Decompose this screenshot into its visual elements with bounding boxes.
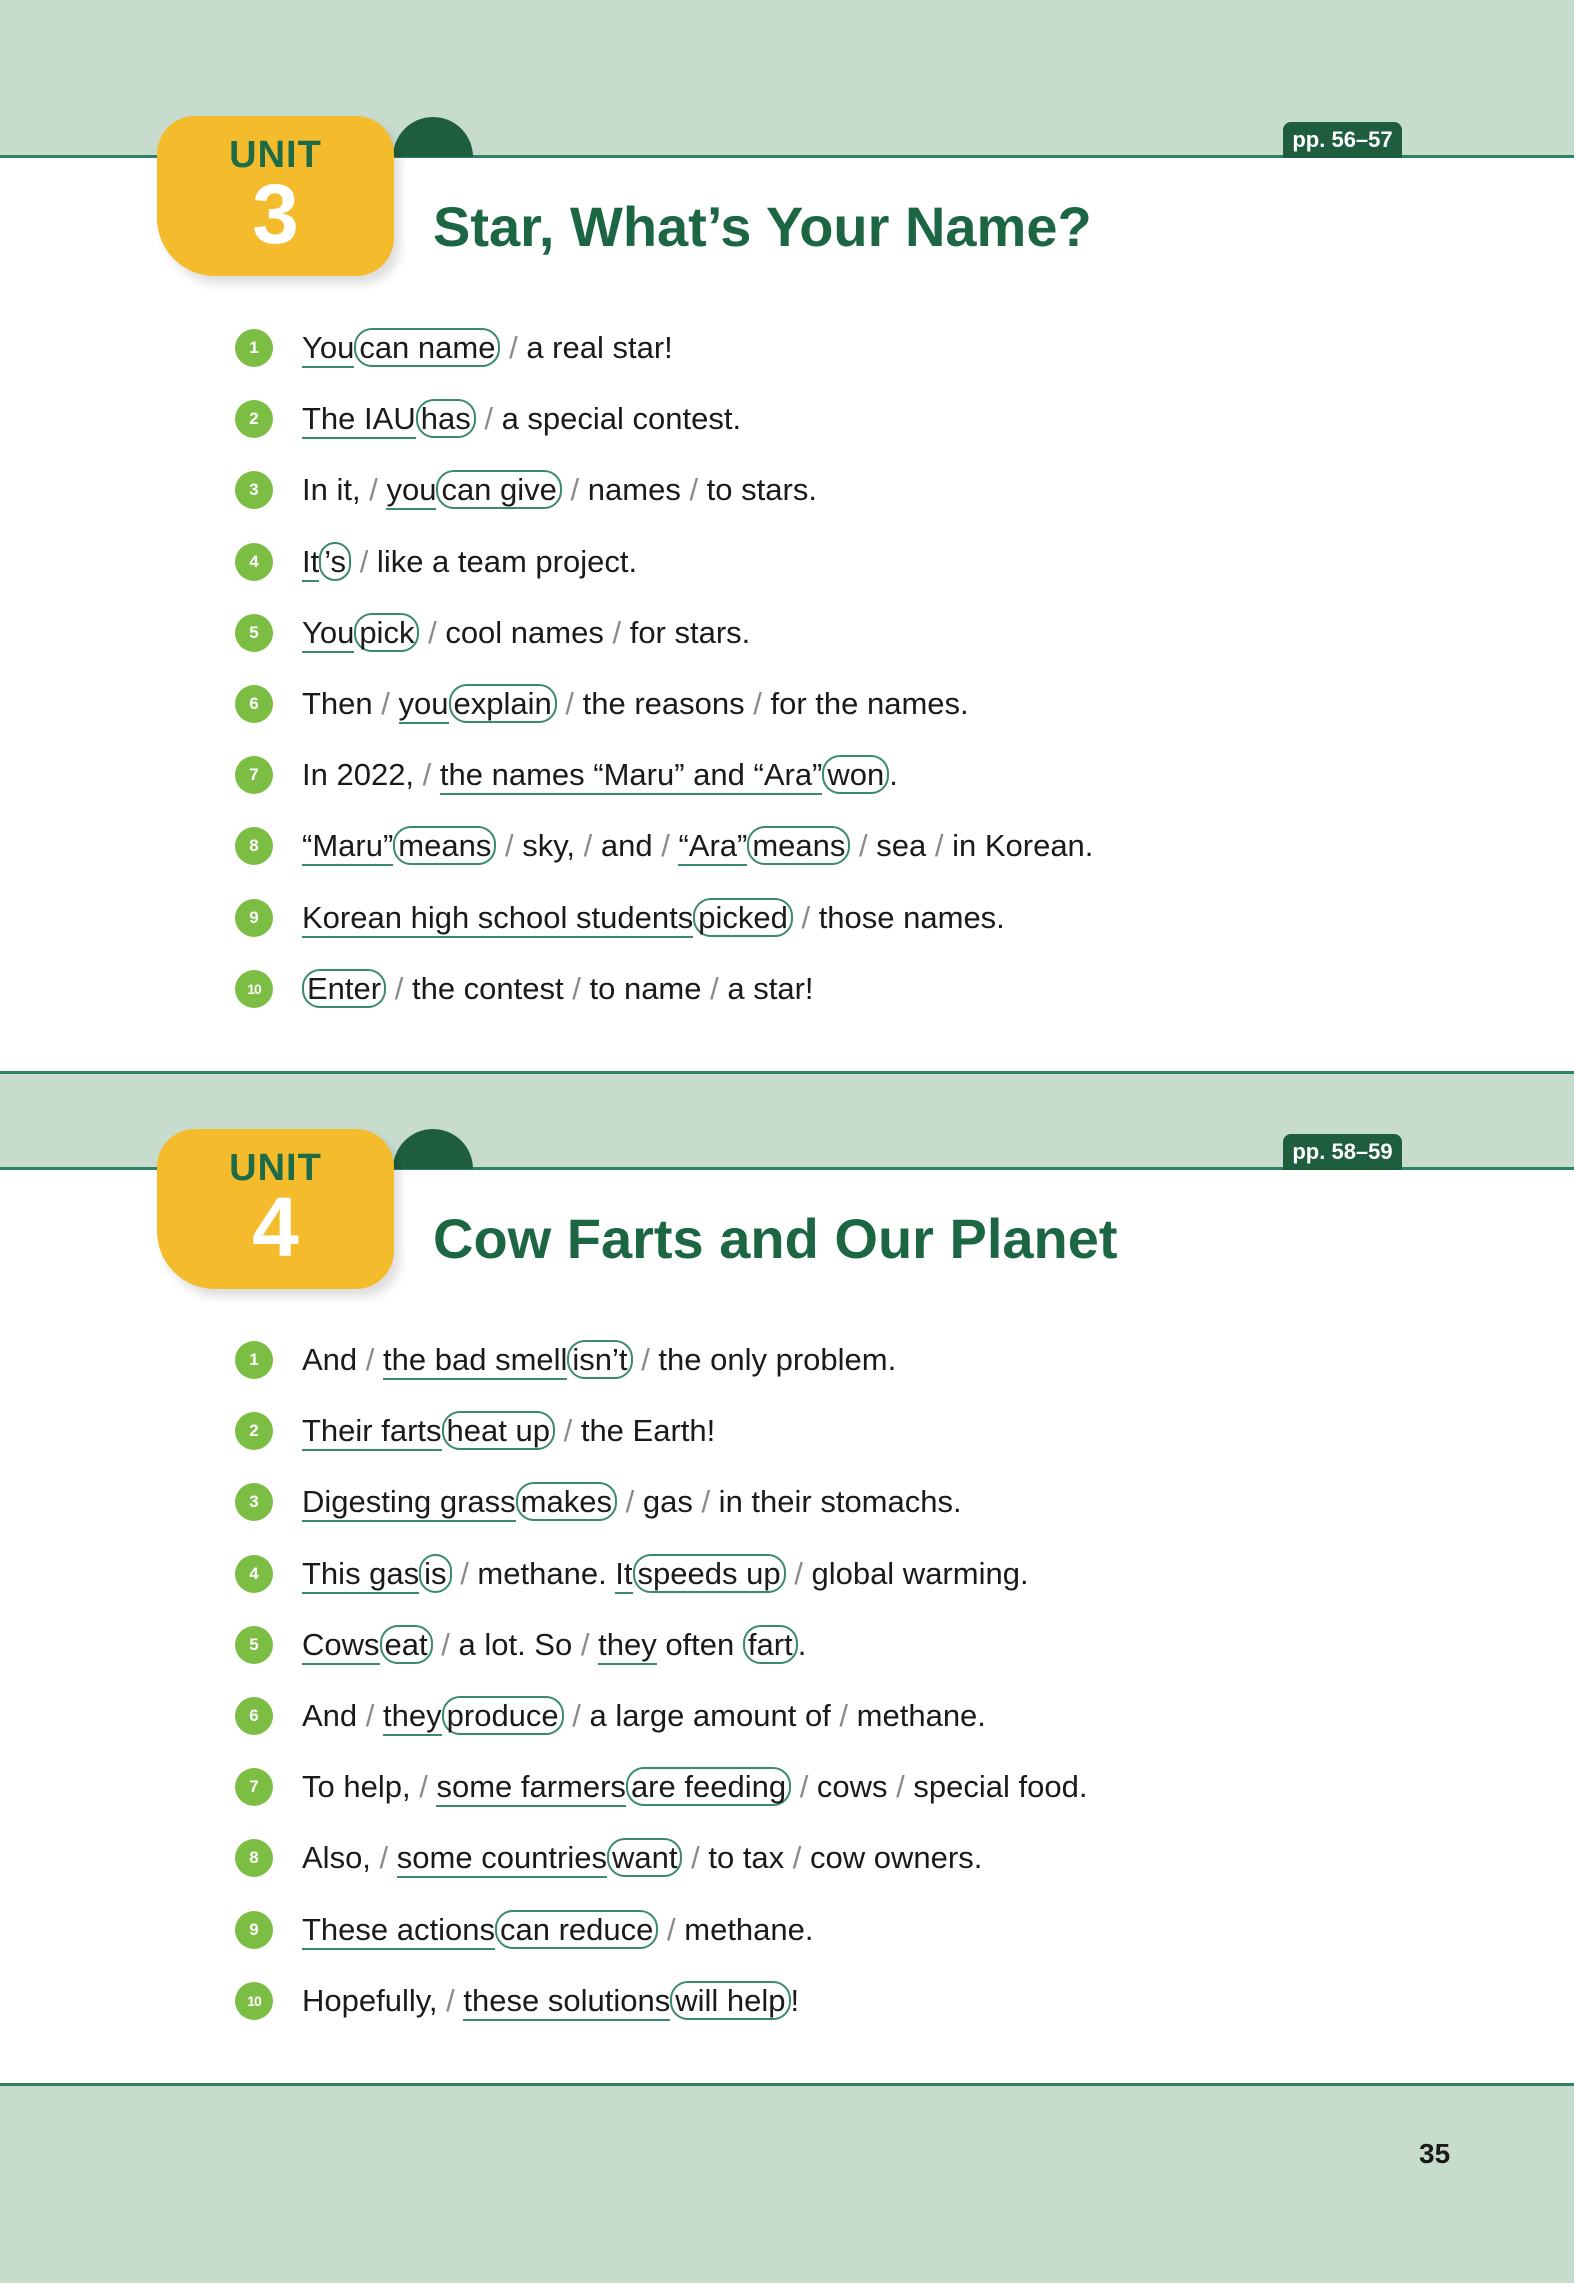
chunk-slash: / <box>839 1697 849 1733</box>
sentence-fragment: sea <box>867 828 935 864</box>
sentence-number-badge: 3 <box>235 471 273 509</box>
sentence-fragment <box>786 1556 795 1591</box>
sentence-fragment <box>419 615 428 650</box>
sentence-fragment: and <box>592 828 662 864</box>
sentence-fragment: methane. <box>675 1911 814 1947</box>
sentence-fragment: . <box>889 757 898 793</box>
subject-underline: It <box>615 1556 632 1594</box>
sentence-text <box>302 543 637 580</box>
sentence-fragment <box>374 1698 383 1733</box>
sentence-fragment: Hopefully, <box>302 1982 447 2018</box>
chunk-slash: / <box>365 1697 375 1733</box>
chunk-slash: / <box>612 614 622 650</box>
sentence-row <box>0 679 1574 750</box>
sentence-fragment: global warming. <box>802 1555 1029 1591</box>
verb-circle: want <box>607 1838 682 1877</box>
sentence-text <box>302 1911 814 1948</box>
sentence-fragment <box>791 1769 800 1804</box>
verb-circle: will help <box>670 1981 790 2020</box>
sentence-fragment: methane. <box>468 1555 616 1591</box>
chunk-slash: / <box>460 1555 469 1591</box>
sentence-number-badge: 10 <box>235 970 273 1008</box>
sentence-text <box>302 1697 986 1734</box>
sentence-row <box>0 1976 1574 2047</box>
sentence-fragment: And <box>302 1342 366 1377</box>
unit-4-title: Cow Farts and Our Planet <box>433 1207 1118 1270</box>
sentence-number-badge: 8 <box>235 827 273 865</box>
unit-4-tab-corner <box>393 1129 473 1169</box>
chunk-slash: / <box>446 1982 455 2018</box>
sentence-row <box>0 537 1574 608</box>
chunk-slash: / <box>419 1769 428 1805</box>
sentence-number-badge: 8 <box>235 1839 273 1877</box>
subject-underline: you <box>399 686 449 724</box>
sentence-row <box>0 964 1574 1035</box>
sentence-fragment: a real star! <box>517 330 673 365</box>
chunk-slash: / <box>441 1626 450 1662</box>
sentence-fragment <box>658 1912 667 1947</box>
sentence-number-badge: 5 <box>235 1626 273 1664</box>
unit-3-title: Star, What’s Your Name? <box>433 195 1092 258</box>
sentence-row <box>0 1406 1574 1477</box>
chunk-slash: / <box>504 828 514 864</box>
sentence-text <box>302 1839 982 1876</box>
sentence-fragment: ! <box>790 1982 800 2018</box>
verb-circle: makes <box>516 1482 617 1521</box>
sentence-text <box>302 899 1005 936</box>
sentence-text <box>302 1626 806 1663</box>
verb-circle: eat <box>380 1625 433 1664</box>
chunk-slash: / <box>934 828 944 864</box>
sentence-row <box>0 1549 1574 1620</box>
subject-underline: Korean high school students <box>302 900 693 938</box>
verb-circle: produce <box>442 1696 564 1735</box>
sentence-fragment: like a team project. <box>368 543 638 579</box>
sentence-fragment <box>555 1413 564 1448</box>
chunk-slash: / <box>394 970 404 1006</box>
sentence-fragment <box>633 1342 642 1377</box>
verb-circle: isn’t <box>567 1340 632 1379</box>
sentence-fragment: to stars. <box>698 472 817 508</box>
subject-underline: “Maru” <box>302 828 393 866</box>
chunk-slash: / <box>379 1840 389 1876</box>
subject-underline: These actions <box>302 1912 495 1950</box>
sentence-fragment: to tax <box>699 1840 793 1876</box>
chunk-slash: / <box>896 1769 905 1805</box>
subject-underline: You <box>302 615 354 653</box>
sentence-fragment: methane. <box>848 1697 986 1733</box>
sentence-fragment: cow owners. <box>801 1840 983 1876</box>
sentence-text <box>302 1412 715 1449</box>
sentence-number-badge: 4 <box>235 543 273 581</box>
unit-label: UNIT <box>229 134 322 176</box>
sentence-fragment: often <box>656 1626 743 1662</box>
sentence-fragment: special food. <box>904 1769 1088 1805</box>
chunk-slash: / <box>570 472 580 508</box>
sentence-text <box>302 827 1093 864</box>
chunk-slash: / <box>801 899 811 935</box>
sentence-row <box>0 1762 1574 1833</box>
sentence-number-badge: 3 <box>235 1483 273 1521</box>
sentence-fragment <box>589 1627 598 1662</box>
verb-circle: heat up <box>442 1411 555 1450</box>
chunk-slash: / <box>484 401 493 437</box>
sentence-fragment <box>374 1342 383 1377</box>
page-reference: pp. 58–59 <box>1283 1134 1402 1170</box>
chunk-slash: / <box>753 685 762 721</box>
sentence-row <box>0 608 1574 679</box>
sentence-fragment: a large amount of <box>580 1697 840 1733</box>
chunk-slash: / <box>641 1342 650 1377</box>
sentence-fragment: . <box>797 1626 807 1662</box>
sentence-number-badge: 7 <box>235 756 273 794</box>
sentence-number-badge: 7 <box>235 1768 273 1806</box>
sentence-text <box>302 970 814 1007</box>
sentence-number-badge: 9 <box>235 899 273 937</box>
sentence-number-badge: 1 <box>235 329 273 367</box>
sentence-fragment: Also, <box>302 1840 380 1876</box>
sentence-number-badge: 2 <box>235 400 273 438</box>
subject-underline: “Ara” <box>678 828 747 866</box>
verb-circle: explain <box>449 684 557 723</box>
sentence-fragment: the reasons <box>574 685 754 721</box>
unit-number: 4 <box>252 1180 299 1274</box>
sentence-row <box>0 1691 1574 1762</box>
sentence-row <box>0 1335 1574 1406</box>
chunk-slash: / <box>661 828 670 864</box>
chunk-slash: / <box>563 1413 573 1449</box>
verb-circle: Enter <box>302 969 386 1008</box>
sentence-fragment: Then <box>302 685 382 721</box>
page-reference: pp. 56–57 <box>1283 122 1402 158</box>
sentence-fragment <box>617 1484 626 1519</box>
unit-4-badge <box>157 1129 394 1289</box>
subject-underline: This gas <box>302 1556 419 1594</box>
sentence-number-badge: 6 <box>235 685 273 723</box>
sentence-row <box>0 1477 1574 1548</box>
chunk-slash: / <box>710 970 719 1006</box>
sentence-number-badge: 6 <box>235 1697 273 1735</box>
sentence-fragment: cows <box>808 1769 897 1805</box>
sentence-number-badge: 9 <box>235 1911 273 1949</box>
sentence-text <box>302 1555 1029 1592</box>
chunk-slash: / <box>422 757 432 793</box>
sentence-fragment: names <box>579 472 690 508</box>
chunk-slash: / <box>381 685 390 721</box>
chunk-slash: / <box>428 614 437 650</box>
sentence-text <box>302 1483 962 1520</box>
sentence-text <box>302 1341 896 1378</box>
sentence-fragment: a lot. So <box>449 1626 581 1662</box>
sentence-number-badge: 2 <box>235 1412 273 1450</box>
verb-circle: is <box>419 1554 451 1593</box>
sentence-fragment <box>500 330 509 365</box>
sentence-row <box>0 394 1574 465</box>
unit-3-sentence-list <box>0 323 1574 1035</box>
verb-circle: won <box>822 755 889 794</box>
sentence-fragment: a special contest. <box>492 401 742 437</box>
sentence-row <box>0 1833 1574 1904</box>
sentence-row <box>0 1620 1574 1691</box>
sentence-fragment: And <box>302 1697 366 1733</box>
sentence-fragment: to name <box>580 970 711 1006</box>
sentence-fragment: gas <box>634 1484 702 1520</box>
verb-circle: pick <box>354 613 419 652</box>
verb-circle: ’s <box>319 542 351 581</box>
sentence-number-badge: 4 <box>235 1555 273 1593</box>
page-number: 35 <box>1419 2138 1451 2169</box>
sentence-fragment: in Korean. <box>943 828 1094 864</box>
unit-3-badge <box>157 116 394 276</box>
sentence-fragment <box>388 1840 397 1875</box>
sentence-fragment: sky, <box>513 828 584 864</box>
subject-underline: It <box>302 544 319 582</box>
sentence-fragment <box>351 544 360 579</box>
sentence-fragment: cool names <box>436 614 613 650</box>
subject-underline: the bad smell <box>383 1342 567 1380</box>
sentence-fragment: a star! <box>718 970 814 1006</box>
subject-underline: they <box>598 1627 657 1665</box>
chunk-slash: / <box>572 1697 581 1733</box>
unit-label: UNIT <box>229 1147 322 1189</box>
sentence-fragment <box>496 828 505 863</box>
chunk-slash: / <box>667 1911 676 1947</box>
chunk-slash: / <box>859 828 868 864</box>
sentence-number-badge: 5 <box>235 614 273 652</box>
sentence-text <box>302 614 750 651</box>
chunk-slash: / <box>565 685 575 721</box>
sentence-text <box>302 756 898 793</box>
sentence-row <box>0 750 1574 821</box>
subject-underline: You <box>302 330 354 368</box>
verb-circle: has <box>416 399 476 438</box>
sentence-row <box>0 465 1574 536</box>
subject-underline: Digesting grass <box>302 1484 516 1522</box>
verb-circle: can reduce <box>495 1910 658 1949</box>
sentence-text <box>302 329 673 366</box>
sentence-text <box>302 1768 1087 1805</box>
chunk-slash: / <box>689 472 699 508</box>
unit-number: 3 <box>252 167 299 261</box>
unit-4-sentence-list <box>0 1335 1574 2047</box>
subject-underline: The IAU <box>302 401 416 439</box>
sentence-text <box>302 400 741 437</box>
sentence-text <box>302 685 969 722</box>
chunk-slash: / <box>580 1626 590 1662</box>
chunk-slash: / <box>365 1342 375 1377</box>
chunk-slash: / <box>572 970 581 1006</box>
sentence-fragment <box>431 757 440 792</box>
subject-underline: Cows <box>302 1627 380 1665</box>
subject-underline: Their farts <box>302 1413 442 1451</box>
sentence-fragment: those names. <box>810 899 1005 935</box>
sentence-number-badge: 1 <box>235 1341 273 1379</box>
subject-underline: these solutions <box>463 1983 670 2021</box>
sentence-fragment: in their stomachs. <box>710 1484 962 1520</box>
verb-circle: means <box>393 826 496 865</box>
subject-underline: some farmers <box>436 1769 625 1807</box>
sentence-fragment <box>850 828 859 863</box>
unit-3-tab-corner <box>393 117 473 157</box>
sentence-row <box>0 323 1574 394</box>
verb-circle: picked <box>693 898 793 937</box>
sentence-text <box>302 1982 799 2019</box>
chunk-slash: / <box>583 828 593 864</box>
subject-underline: some countries <box>397 1840 607 1878</box>
sentence-text <box>302 471 817 508</box>
sentence-fragment: In it, <box>302 472 370 508</box>
verb-circle: fart <box>743 1625 798 1664</box>
sentence-fragment <box>562 472 571 507</box>
sentence-fragment: the contest <box>403 970 573 1006</box>
sentence-row <box>0 893 1574 964</box>
sentence-fragment <box>682 1840 691 1875</box>
chunk-slash: / <box>701 1484 711 1520</box>
verb-circle: are feeding <box>626 1767 791 1806</box>
sentence-fragment: To help, <box>302 1769 420 1805</box>
sentence-row <box>0 821 1574 892</box>
verb-circle: speeds up <box>633 1554 786 1593</box>
verb-circle: can name <box>354 328 500 367</box>
chunk-slash: / <box>369 472 378 508</box>
subject-underline: you <box>386 472 436 510</box>
chunk-slash: / <box>625 1484 635 1520</box>
subject-underline: the names “Maru” and “Ara” <box>440 757 822 795</box>
sentence-fragment: In 2022, <box>302 757 423 793</box>
chunk-slash: / <box>691 1840 700 1876</box>
chunk-slash: / <box>792 1840 802 1876</box>
sentence-fragment <box>433 1627 442 1662</box>
sentence-fragment <box>564 1698 573 1733</box>
sentence-fragment: the Earth! <box>572 1413 716 1449</box>
verb-circle: can give <box>436 470 561 509</box>
sentence-row <box>0 1905 1574 1976</box>
chunk-slash: / <box>509 330 518 365</box>
sentence-fragment <box>386 971 395 1006</box>
sentence-fragment <box>452 1556 461 1591</box>
sentence-number-badge: 10 <box>235 1982 273 2020</box>
verb-circle: means <box>747 826 850 865</box>
chunk-slash: / <box>799 1769 809 1805</box>
sentence-fragment: for stars. <box>621 614 751 650</box>
sentence-fragment: the only problem. <box>649 1342 897 1377</box>
chunk-slash: / <box>359 543 369 579</box>
sentence-fragment <box>390 686 399 721</box>
subject-underline: they <box>383 1698 442 1736</box>
sentence-fragment: for the names. <box>761 685 969 721</box>
chunk-slash: / <box>794 1555 803 1591</box>
